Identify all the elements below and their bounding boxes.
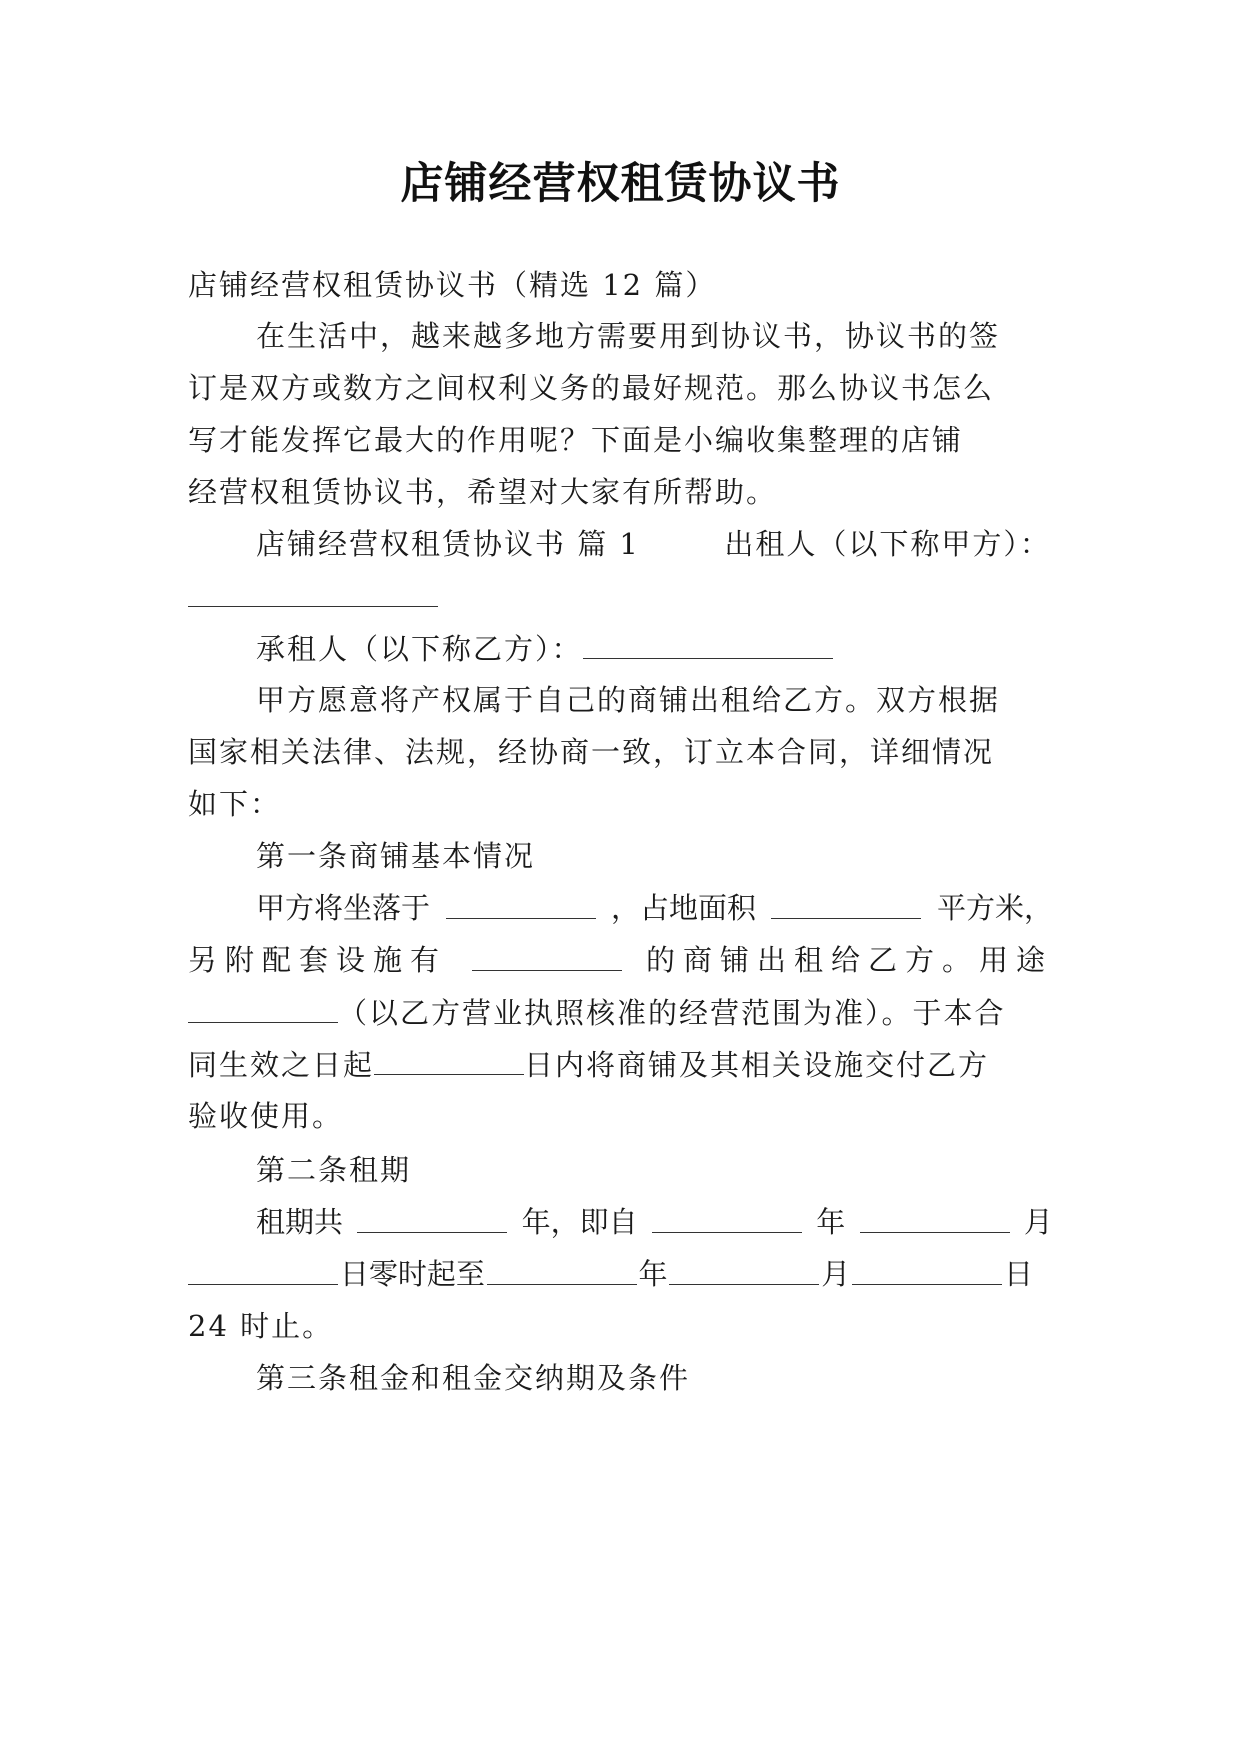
a1-l1-text-2: ，占地面积 — [610, 891, 756, 925]
a2-l2-text-2: 年 — [638, 1257, 668, 1291]
article-1-line-5: 验收使用。 — [188, 1099, 344, 1133]
lessor-label: 出租人（以下称甲方）： — [724, 527, 1051, 561]
term-years-blank — [357, 1202, 507, 1233]
usage-blank — [188, 992, 338, 1023]
a1-l2-text-2: 的商铺出租给乙方。用途 — [645, 943, 1053, 977]
a2-l1-text-2: 年，即自 — [521, 1205, 638, 1239]
a1-l4-text-2: 日内将商铺及其相关设施交付乙方 — [524, 1048, 990, 1082]
article-2-title: 第二条租期 — [256, 1153, 412, 1187]
subtitle: 店铺经营权租赁协议书（精选 12 篇） — [188, 268, 717, 302]
area-blank — [771, 888, 921, 919]
start-day-blank — [188, 1254, 338, 1285]
a1-l2-text-1: 另附配套设施有 — [188, 943, 448, 977]
a2-l1-text-3: 年 — [816, 1205, 846, 1239]
piece1-title: 店铺经营权租赁协议书 篇 1 — [256, 527, 640, 561]
article-1-title: 第一条商铺基本情况 — [256, 839, 536, 873]
a2-l2-text-4: 日 — [1003, 1257, 1033, 1291]
a1-l1-text-3: 平方米， — [936, 891, 1053, 925]
start-month-blank — [860, 1202, 1010, 1233]
intro-line-1: 在生活中，越来越多地方需要用到协议书，协议书的签 — [256, 319, 1001, 353]
a2-l2-text-1: 日零时起至 — [339, 1257, 485, 1291]
agree-line-2: 国家相关法律、法规，经协商一致，订立本合同，详细情况 — [188, 735, 995, 769]
document-title: 店铺经营权租赁协议书 — [400, 159, 841, 209]
lessee-row — [256, 628, 1053, 669]
location-blank — [446, 888, 596, 919]
end-year-blank — [487, 1254, 637, 1285]
intro-line-3: 写才能发挥它最大的作用呢？下面是小编收集整理的店铺 — [188, 423, 964, 457]
a1-l1-text-1: 甲方将坐落于 — [256, 891, 431, 925]
intro-line-4: 经营权租赁协议书，希望对大家有所帮助。 — [188, 475, 778, 509]
a1-l3-text-1: （以乙方营业执照核准的经营范围为准）。于本合 — [338, 996, 1006, 1030]
piece1-heading-row — [256, 524, 1053, 564]
a1-l4-text-1: 同生效之日起 — [188, 1048, 375, 1082]
a2-l2-text-3: 月 — [821, 1257, 851, 1291]
lessee-label: 承租人（以下称乙方）： — [256, 632, 583, 666]
lessee-blank — [583, 628, 833, 659]
article-2-line-2 — [188, 1254, 1033, 1294]
facilities-blank — [472, 940, 622, 971]
end-month-blank — [669, 1254, 819, 1285]
end-day-blank — [852, 1254, 1002, 1285]
delivery-days-blank — [374, 1044, 524, 1075]
article-1-line-4 — [188, 1044, 1053, 1085]
lessor-blank-row — [188, 576, 1053, 617]
article-1-line-1 — [256, 888, 1053, 928]
article-1-line-3 — [188, 992, 1053, 1033]
lessor-blank — [188, 576, 438, 607]
agree-line-1: 甲方愿意将产权属于自己的商铺出租给乙方。双方根据 — [256, 683, 1001, 717]
a2-l1-text-1: 租期共 — [256, 1205, 344, 1239]
article-1-line-2 — [188, 940, 1053, 980]
start-year-blank — [652, 1202, 802, 1233]
intro-line-2: 订是双方或数方之间权利义务的最好规范。那么协议书怎么 — [188, 371, 995, 405]
a2-l1-text-4: 月 — [1023, 1205, 1053, 1239]
article-2-line-3: 24 时止。 — [188, 1309, 334, 1343]
agree-line-3: 如下： — [188, 787, 282, 821]
article-2-line-1 — [256, 1202, 1053, 1242]
article-3-title: 第三条租金和租金交纳期及条件 — [256, 1361, 691, 1395]
